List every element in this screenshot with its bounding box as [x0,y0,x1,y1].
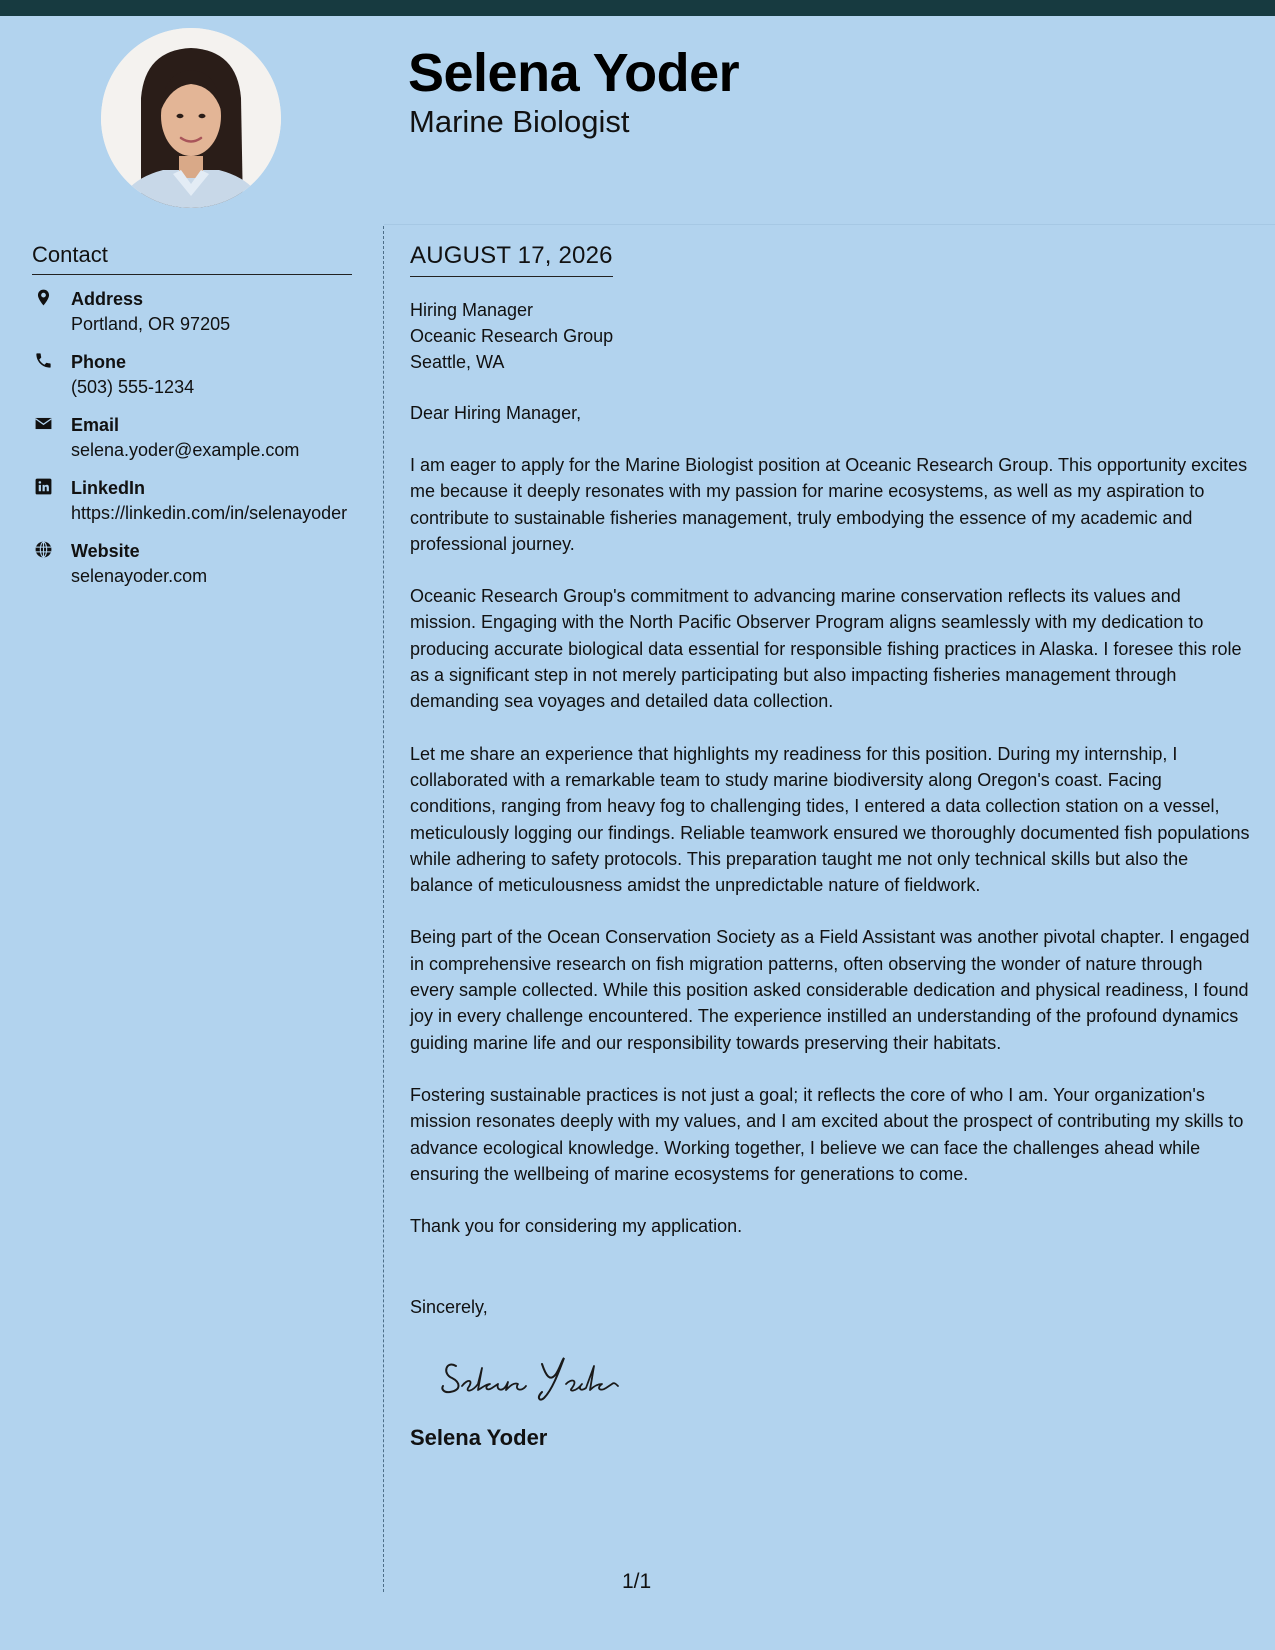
location-pin-icon [34,288,53,307]
contact-value[interactable]: selenayoder.com [71,566,208,586]
contact-item-email [32,413,352,463]
contact-label: Address [71,289,144,309]
letter-date: AUGUST 17, 2026 [410,240,613,277]
linkedin-icon [34,477,53,496]
envelope-icon [34,414,53,433]
contact-item-phone [32,350,352,400]
paragraph: Let me share an experience that highlights my readiness for this position. During my internship, I collaborated with a remarkable team to study marine biodiversity along Oregon's coast. Facing conditions, ranging from heavy fog to challenging tides, I entered a data collection station on a vessel, meticulously logging our findings. Reliable teamwork ensured we thoroughly documented fish populations while adhering to safety protocols. This preparation taught me not only technical skills but also the balance of meticulousness amidst the unpredictable nature of fieldwork. [410,743,1250,896]
paragraph: I am eager to apply for the Marine Biologist position at Oceanic Research Group. This opportunity excites me because it deeply resonates with my passion for marine ecosystems, as well as my aspiration to contribute to sustainable fisheries management, truly embodying the essence of my academic and professional journey. [410,455,1248,554]
contact-item-address [32,287,352,337]
contact-label: LinkedIn [71,478,146,498]
paragraph: Fostering sustainable practices is not just a goal; it reflects the core of who I am. Your organization's mission resonates deeply with my values, and I am excited about the prospect of contributing my skills to advance ecological knowledge. Working together, I believe we can face the challenges ahead while ensuring the wellbeing of marine ecosystems for generations to come. [410,1084,1244,1184]
contact-sidebar [32,240,352,602]
contact-item-website [32,539,352,589]
recipient-line: Seattle, WA [410,352,505,372]
paragraph: Being part of the Ocean Conservation Society as a Field Assistant was another pivotal chapter. I engaged in comprehensive research on fish migration patterns, often observing the wonder of nature through every sample collected. While this position asked considerable dedication and physical readiness, I found joy in every challenge encountered. The experience instilled an understanding of the profound dynamics guiding marine life and our responsibility towards preserving their habitats. [410,927,1250,1053]
profile-photo [101,28,281,208]
contact-label: Phone [71,352,127,372]
contact-value[interactable]: https://linkedin.com/in/selenayoder [71,503,348,523]
column-divider [383,226,384,1592]
phone-icon [34,351,53,370]
candidate-title: Marine Biologist [409,104,630,139]
contact-value: (503) 555-1234 [71,377,195,397]
greeting: Dear Hiring Manager, [410,403,582,423]
closing: Sincerely, [410,1297,488,1318]
header-divider [384,224,1275,225]
candidate-name: Selena Yoder [408,43,740,103]
paragraph: Oceanic Research Group's commitment to advancing marine conservation reflects its values and mission. Engaging with the North Pacific Observer Program aligns seamlessly with my dedication to producing accurate biological data essential for responsible fishing practices in Alaska. I foresee this role as a significant step in not merely participating but also impacting fisheries management through demanding sea voyages and detailed data collection. [410,586,1242,712]
contact-list [32,287,352,589]
top-accent-bar [0,0,1275,16]
contact-heading: Contact [32,240,352,275]
contact-label: Website [71,541,140,561]
handwritten-signature [438,1344,658,1404]
contact-value: selena.yoder@example.com [71,440,300,460]
contact-value: Portland, OR 97205 [71,314,231,334]
recipient-line: Hiring Manager [410,300,534,320]
letter-body [410,240,1250,1453]
signer-name: Selena Yoder [410,1425,548,1451]
recipient-line: Oceanic Research Group [410,326,614,346]
recipient-block [410,297,1250,375]
page-number: 1/1 [622,1570,652,1593]
globe-icon [34,540,53,559]
paragraph: Thank you for considering my application. [410,1216,743,1237]
contact-label: Email [71,415,120,435]
contact-item-linkedin [32,476,352,526]
